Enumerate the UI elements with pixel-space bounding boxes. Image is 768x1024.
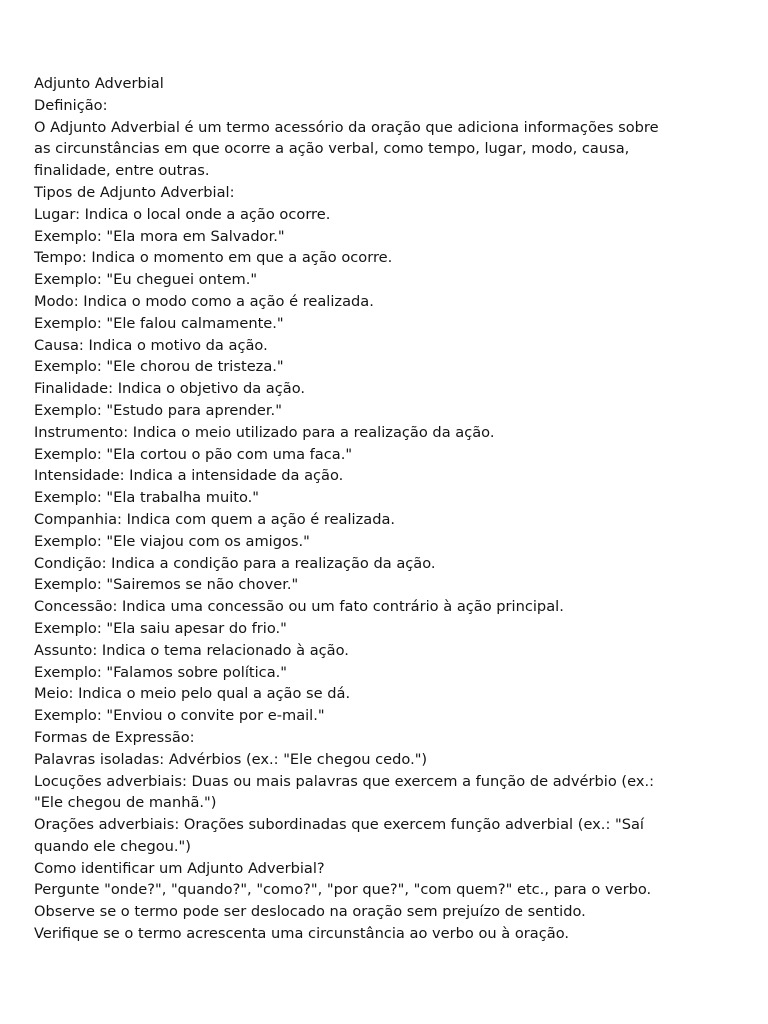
text-line: Modo: Indica o modo como a ação é realizada. [34,292,374,310]
text-line: Exemplo: "Eu cheguei ontem." [34,271,258,289]
text-line: Instrumento: Indica o meio utilizado para a realização da ação. [34,423,495,441]
section-heading-definicao: Definição: [34,96,108,114]
text-line: Tempo: Indica o momento em que a ação ocorre. [34,249,393,267]
text-line: Exemplo: "Ela saiu apesar do frio." [34,619,287,637]
section-heading-tipos: Tipos de Adjunto Adverbial: [34,183,235,201]
text-line: Companhia: Indica com quem a ação é realizada. [34,510,396,528]
text-line: Exemplo: "Ela mora em Salvador." [34,227,285,245]
text-line: quando ele chegou.") [34,837,191,855]
text-line: Exemplo: "Ela trabalha muito." [34,489,259,507]
text-line: Exemplo: "Ele viajou com os amigos." [34,532,310,550]
text-line: Exemplo: "Estudo para aprender." [34,401,282,419]
text-line: Exemplo: "Ele chorou de tristeza." [34,358,284,376]
text-line: finalidade, entre outras. [34,162,210,180]
text-line: Exemplo: "Ele falou calmamente." [34,314,284,332]
text-line: Pergunte "onde?", "quando?", "como?", "por que?", "com quem?" etc., para o verbo. [34,881,652,899]
text-line: Exemplo: "Falamos sobre política." [34,663,287,681]
text-line: "Ele chegou de manhã.") [34,794,217,812]
section-heading-identificar: Como identificar um Adjunto Adverbial? [34,859,325,877]
text-line: Finalidade: Indica o objetivo da ação. [34,380,306,398]
text-line: Exemplo: "Ela cortou o pão com uma faca." [34,445,353,463]
text-line: Palavras isoladas: Advérbios (ex.: "Ele chegou cedo.") [34,750,428,768]
text-line: Orações adverbiais: Orações subordinadas que exercem função adverbial (ex.: "Saí [34,816,644,834]
text-line: Exemplo: "Enviou o convite por e-mail." [34,707,325,725]
document-page [34,73,734,945]
text-line: Locuções adverbiais: Duas ou mais palavras que exercem a função de advérbio (ex.: [34,772,655,790]
text-line: as circunstâncias em que ocorre a ação verbal, como tempo, lugar, modo, causa, [34,140,630,158]
text-line: Verifique se o termo acrescenta uma circunstância ao verbo ou à oração. [34,925,570,943]
text-line: Lugar: Indica o local onde a ação ocorre. [34,205,331,223]
text-line: Condição: Indica a condição para a realização da ação. [34,554,436,572]
text-line: Meio: Indica o meio pelo qual a ação se dá. [34,685,351,703]
text-line: Observe se o termo pode ser deslocado na oração sem prejuízo de sentido. [34,903,586,921]
text-line: Assunto: Indica o tema relacionado à ação. [34,641,349,659]
text-line: Causa: Indica o motivo da ação. [34,336,268,354]
text-line: Concessão: Indica uma concessão ou um fato contrário à ação principal. [34,598,564,616]
text-line: Exemplo: "Sairemos se não chover." [34,576,299,594]
section-heading-formas: Formas de Expressão: [34,728,195,746]
text-line: Intensidade: Indica a intensidade da ação. [34,467,344,485]
document-title: Adjunto Adverbial [34,75,164,92]
text-line: O Adjunto Adverbial é um termo acessório da oração que adiciona informações sobre [34,118,659,136]
